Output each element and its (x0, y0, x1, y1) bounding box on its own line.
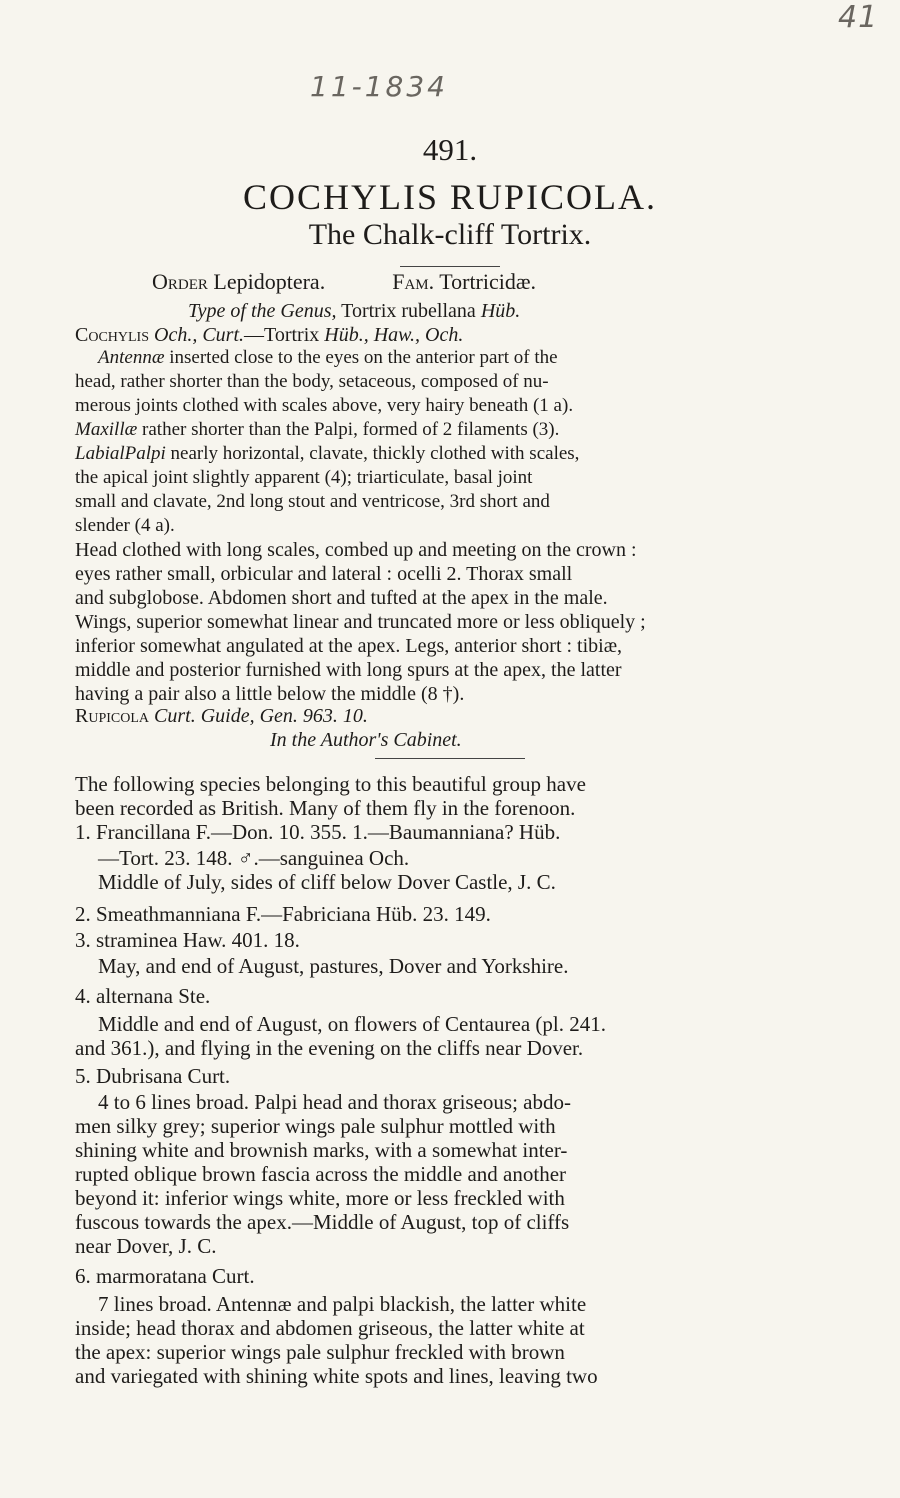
species-reference (75, 704, 368, 728)
character-line: Wings, superior somewhat linear and truncated more or less obliquely ; (75, 611, 646, 633)
species-text-line: inside; head thorax and abdomen griseous, the latter white at (75, 1316, 585, 1340)
description-line: slender (4 a). (75, 515, 175, 536)
cabinet-note-text: In the Author's Cabinet. (270, 729, 462, 751)
order-label: Order (152, 269, 208, 294)
description-line (75, 442, 579, 466)
species-text-line: men silky grey; superior wings pale sulphur mottled with (75, 1114, 556, 1138)
family-value: Tortricidæ. (439, 269, 537, 294)
species-text-line: 7 lines broad. Antennæ and palpi blackish, the latter white (98, 1292, 587, 1316)
type-author: Hüb. (480, 300, 521, 322)
species-text-line: 2. Smeathmanniana F.—Fabriciana Hüb. 23. 149. (75, 902, 491, 926)
description-line: head, rather shorter than the body, setaceous, composed of nu- (75, 371, 549, 392)
genus-line (75, 323, 463, 347)
species-name: Rupicola (75, 705, 150, 727)
species-text-line: 4 to 6 lines broad. Palpi head and thorax griseous; abdo- (98, 1090, 571, 1114)
description-line: the apical joint slightly apparent (4); triarticulate, basal joint (75, 467, 533, 488)
description-text: rather shorter than the Palpi, formed of 2 filaments (3). (137, 419, 560, 440)
species-text-line: 6. marmoratana Curt. (75, 1264, 255, 1288)
character-line: eyes rather small, orbicular and lateral : ocelli 2. Thorax small (75, 563, 573, 585)
common-name: The Chalk-cliff Tortrix. (308, 218, 592, 251)
species-text-line: near Dover, J. C. (75, 1234, 217, 1258)
species-text-line: Middle and end of August, on flowers of Centaurea (pl. 241. (98, 1012, 606, 1036)
genus-authors: Och., Curt. (154, 324, 245, 346)
description-line: merous joints clothed with scales above, very hairy beneath (1 a). (75, 395, 574, 416)
title-rule (400, 266, 500, 267)
description-line: small and clavate, 2nd long stout and ventricose, 3rd short and (75, 491, 550, 512)
species-text-line: fuscous towards the apex.—Middle of August, top of cliffs (75, 1210, 570, 1234)
character-line: Head clothed with long scales, combed up and meeting on the crown : (75, 539, 637, 561)
type-label: Type of the Genus, (188, 300, 337, 322)
cabinet-note (270, 728, 462, 752)
plate-number: 491. (422, 132, 478, 167)
type-species: Tortrix rubellana (341, 300, 476, 322)
order-line (152, 270, 536, 294)
description-text: inserted close to the eyes on the anterior part of the (164, 347, 558, 368)
character-line: middle and posterior furnished with long spurs at the apex, the latter (75, 659, 622, 681)
species-text-line: the apex: superior wings pale sulphur freckled with brown (75, 1340, 565, 1364)
family-label: Fam. (392, 269, 435, 294)
description-term: Antennæ (98, 347, 165, 368)
order-value: Lepidoptera. (213, 269, 326, 294)
species-text-line: 3. straminea Haw. 401. 18. (75, 928, 300, 952)
species-text-line: —Tort. 23. 148. ♂.—sanguinea Och. (98, 846, 410, 870)
species-text-line: May, and end of August, pastures, Dover and Yorkshire. (98, 954, 569, 978)
genus-title: COCHYLIS RUPICOLA. (242, 177, 658, 217)
species-ref-text: Curt. Guide, Gen. 963. 10. (154, 705, 368, 727)
species-text-line: rupted oblique brown fascia across the middle and another (75, 1162, 567, 1186)
species-text-line: been recorded as British. Many of them fly in the forenoon. (75, 796, 576, 820)
genus-name: Cochylis (75, 324, 150, 346)
description-text: nearly horizontal, clavate, thickly clothed with scales, (165, 443, 580, 464)
handwritten-number: 11-1834 (310, 70, 448, 103)
species-text-line: Middle of July, sides of cliff below Dover Castle, J. C. (98, 870, 556, 894)
handwritten-corner-number: 41 (838, 0, 879, 35)
species-text-line: 5. Dubrisana Curt. (75, 1064, 231, 1088)
type-line (188, 299, 520, 323)
species-text-line: beyond it: inferior wings white, more or less freckled with (75, 1186, 565, 1210)
species-text-line: and variegated with shining white spots and lines, leaving two (75, 1364, 598, 1388)
character-line: inferior somewhat angulated at the apex. Legs, anterior short : tibiæ, (75, 635, 623, 657)
genus-synonym: —Tortrix (244, 324, 320, 346)
character-line: and subglobose. Abdomen short and tufted at the apex in the male. (75, 587, 608, 609)
species-text-line: 1. Francillana F.—Don. 10. 355. 1.—Baumanniana? Hüb. (75, 820, 561, 844)
species-text-line: 4. alternana Ste. (75, 984, 211, 1008)
description-term: LabialPalpi (75, 443, 166, 464)
species-text-line: The following species belonging to this beautiful group have (75, 772, 586, 796)
character-line: having a pair also a little below the middle (8 †). (75, 683, 465, 705)
species-text-line: shining white and brownish marks, with a somewhat inter- (75, 1138, 568, 1162)
synonym-authors: Hüb., Haw., Och. (324, 324, 464, 346)
description-line (75, 418, 559, 442)
description-term: Maxillæ (75, 419, 138, 440)
species-text-line: and 361.), and flying in the evening on the cliffs near Dover. (75, 1036, 584, 1060)
description-line (98, 346, 558, 370)
section-rule (375, 758, 525, 759)
